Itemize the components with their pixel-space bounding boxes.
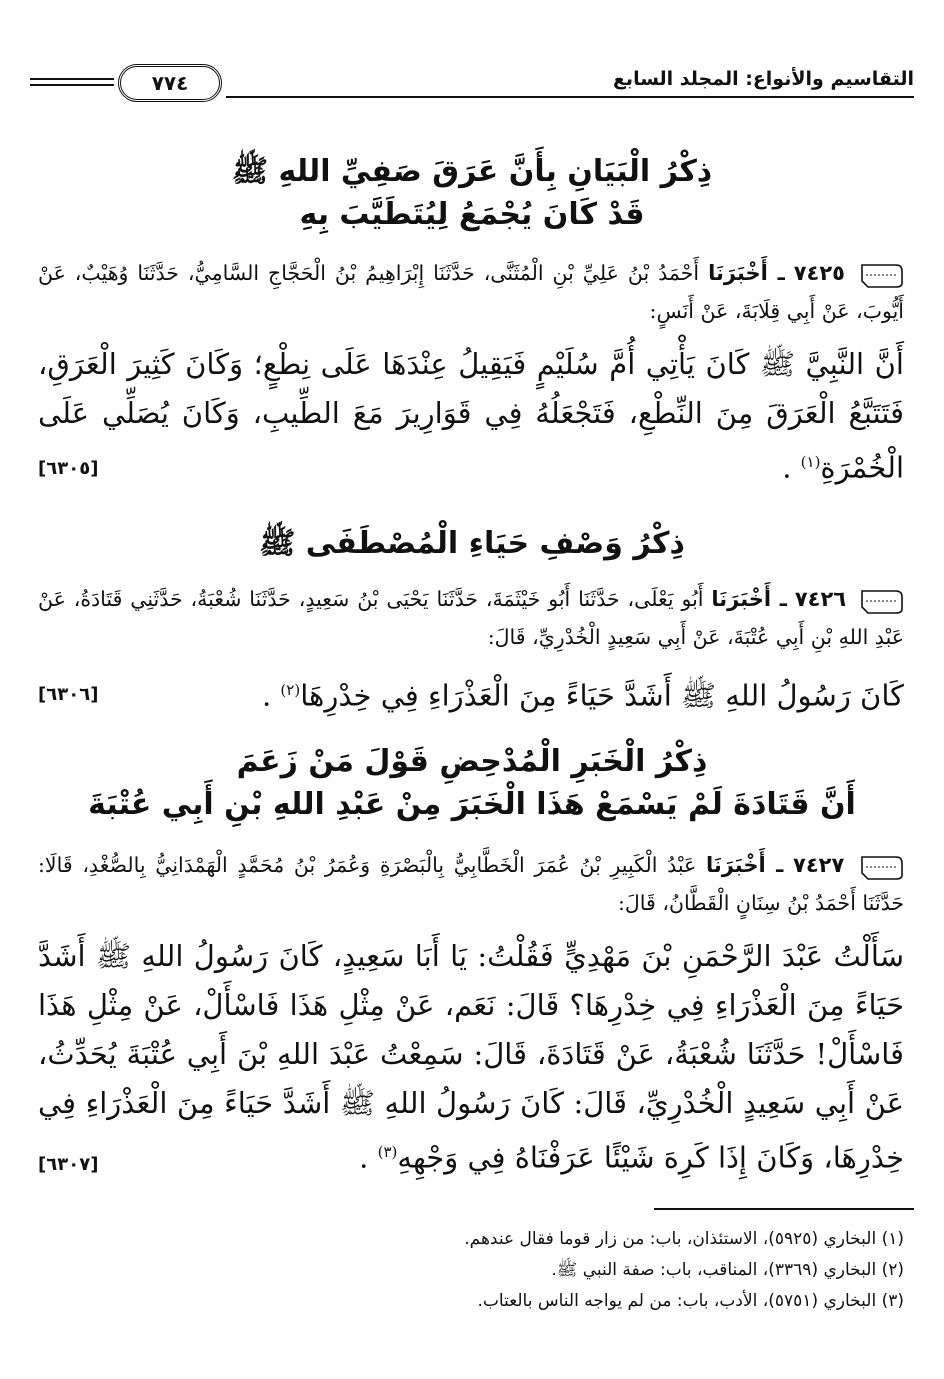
heading-line: قَدْ كَانَ يُجْمَعُ لِيُتَطَيَّبَ بِهِ [299, 197, 645, 232]
akhbarana-label: أَخْبَرَنَا [705, 853, 766, 877]
hadith-matn: أَنَّ النَّبِيَّ ﷺ كَانَ يَأْتِي أُمَّ سُلَيْمٍ فَيَقِيلُ عِنْدَهَا عَلَى نِطْعٍ؛ وَكَانَ كَثِيرَ الْعَرَقِ، فَتَتَبَّعُ الْعَرَقَ مِنَ النِّطْعِ، فَتَجْعَلُهُ فِي قَوَارِيرَ مَعَ الطِّيبِ، وَكَانَ يُصَلِّي عَلَى الْخُمْرَةِ$^{(١)}$ . [38, 347, 904, 485]
footnote-marker[interactable]: (١) [800, 453, 821, 471]
hadith-isnad: ٧٤٢٦ ـ أَخْبَرَنَا أَبُو يَعْلَى، حَدَّثَنَا أَبُو خَيْثَمَةَ، حَدَّثَنَا يَحْيَى بْنُ سَعِيدٍ، حَدَّثَنَا شُعْبَةُ، حَدَّثَنِي قَتَادَةُ، عَنْ عَبْدِ اللهِ بْنِ أَبِي عُتْبَةَ، عَنْ أَبِي سَعِيدٍ الْخُدْرِيِّ، قَالَ: [38, 587, 904, 649]
hadith-number: ٧٤٢٥ [793, 261, 846, 285]
page-number: ٧٧٤ [118, 64, 222, 102]
matn-text: أَنَّ النَّبِيَّ ﷺ كَانَ يَأْتِي أُمَّ سُلَيْمٍ فَيَقِيلُ عِنْدَهَا عَلَى نِطْعٍ؛ وَكَانَ كَثِيرَ الْعَرَقِ، فَتَتَبَّعُ الْعَرَقَ مِنَ النِّطْعِ، فَتَجْعَلُهُ فِي قَوَارِيرَ مَعَ الطِّيبِ، وَكَانَ يُصَلِّي عَلَى الْخُمْرَةِ [38, 347, 904, 485]
hadith-entry [38, 254, 904, 493]
heading-line: أَنَّ قَتَادَةَ لَمْ يَسْمَعْ هَذَا الْخَبَرَ مِنْ عَبْدِ اللهِ بْنِ أَبِي عُتْبَةَ [88, 787, 856, 822]
section-heading [30, 150, 914, 236]
hadith-matn: سَأَلْتُ عَبْدَ الرَّحْمَنِ بْنَ مَهْدِيٍّ فَقُلْتُ: يَا أَبَا سَعِيدٍ، كَانَ رَسُولُ اللهِ ﷺ أَشَدَّ حَيَاءً مِنَ الْعَذْرَاءِ فِي خِدْرِهَا؟ قَالَ: نَعَم، عَنْ مِثْلِ هَذَا فَاسْأَلْ، عَنْ مِثْلِ هَذَا فَاسْأَلْ! حَدَّثَنَا شُعْبَةُ، عَنْ قَتَادَةَ، قَالَ: سَمِعْتُ عَبْدَ اللهِ بْنَ أَبِي عُتْبَةَ يُحَدِّثُ، عَنْ أَبِي سَعِيدٍ الْخُدْرِيِّ، قَالَ: كَانَ رَسُولُ اللهِ ﷺ أَشَدَّ حَيَاءً مِنَ الْعَذْرَاءِ فِي خِدْرِهَا، وَكَانَ إِذَا كَرِهَ شَيْئًا عَرَفْنَاهُ فِي وَجْهِهِ$^{(٣)}$ . [38, 939, 904, 1175]
footnotes [38, 1224, 904, 1317]
index-tab-icon[interactable] [860, 853, 904, 881]
akhbarana-label: أَخْبَرَنَا [711, 587, 772, 611]
footnote-item: (٢) البخاري (٣٣٦٩)، المناقب، باب: صفة النبي ﷺ. [551, 1260, 904, 1280]
heading-line: ذِكْرُ الْخَبَرِ الْمُدْحِضِ قَوْلَ مَنْ زَعَمَ [236, 744, 708, 779]
section-heading [30, 522, 914, 565]
heading-line: ذِكْرُ وَصْفِ حَيَاءِ الْمُصْطَفَى ﷺ [259, 526, 685, 561]
header-rule [30, 78, 114, 80]
isnad-text: عَبْدُ الْكَبِيرِ بْنُ عُمَرَ الْخَطَّابِيُّ بِالْبَصْرَةِ وَعُمَرُ بْنُ مُحَمَّدٍ الْهَمْدَانِيُّ بِالصُّغْدِ، قَالَا: حَدَّثَنَا أَحْمَدُ بْنُ سِنَانٍ الْقَطَّانُ، قَالَ: [38, 853, 904, 915]
hadith-isnad: ٧٤٢٥ ـ أَخْبَرَنَا أَحْمَدُ بْنُ عَلِيِّ بْنِ الْمُثَنَّى، حَدَّثَنَا إِبْرَاهِيمُ بْنُ الْحَجَّاجِ السَّامِيُّ، حَدَّثَنَا وُهَيْبٌ، عَنْ أَيُّوبَ، عَنْ أَبِي قِلَابَةَ، عَنْ أَنَسٍ: [38, 261, 904, 323]
cross-reference: [٦٣٠٧] [38, 1154, 99, 1175]
index-tab-icon[interactable] [860, 261, 904, 289]
header-rule [30, 84, 114, 86]
hadith-number: ٧٤٢٦ [794, 587, 847, 611]
isnad-text: أَحْمَدُ بْنُ عَلِيِّ بْنِ الْمُثَنَّى، حَدَّثَنَا إِبْرَاهِيمُ بْنُ الْحَجَّاجِ السَّامِيُّ، حَدَّثَنَا وُهَيْبٌ، عَنْ أَيُّوبَ، عَنْ أَبِي قِلَابَةَ، عَنْ أَنَسٍ: [38, 261, 904, 323]
cross-reference: [٦٣٠٦] [38, 684, 99, 705]
heading-line: ذِكْرُ الْبَيَانِ بِأَنَّ عَرَقَ صَفِيِّ اللهِ ﷺ [231, 154, 713, 189]
hadith-isnad: ٧٤٢٧ ـ أَخْبَرَنَا عَبْدُ الْكَبِيرِ بْنُ عُمَرَ الْخَطَّابِيُّ بِالْبَصْرَةِ وَعُمَرُ بْنُ مُحَمَّدٍ الْهَمْدَانِيُّ بِالصُّغْدِ، قَالَا: حَدَّثَنَا أَحْمَدُ بْنُ سِنَانٍ الْقَطَّانُ، قَالَ: [38, 853, 904, 915]
isnad-text: أَبُو يَعْلَى، حَدَّثَنَا أَبُو خَيْثَمَةَ، حَدَّثَنَا يَحْيَى بْنُ سَعِيدٍ، حَدَّثَنَا شُعْبَةُ، حَدَّثَنِي قَتَادَةُ، عَنْ عَبْدِ اللهِ بْنِ أَبِي عُتْبَةَ، عَنْ أَبِي سَعِيدٍ الْخُدْرِيِّ، قَالَ: [38, 587, 904, 649]
hadith-entry [38, 580, 904, 721]
cross-reference: [٦٣٠٥] [38, 458, 99, 479]
hadith-number: ٧٤٢٧ [793, 853, 845, 877]
akhbarana-label: أَخْبَرَنَا [708, 261, 768, 285]
hadith-matn: كَانَ رَسُولُ اللهِ ﷺ أَشَدَّ حَيَاءً مِنَ الْعَذْرَاءِ فِي خِدْرِهَا$^{(٢)}$ . [261, 678, 904, 713]
running-header [30, 62, 914, 132]
index-tab-icon[interactable] [860, 587, 904, 615]
footnote-item: (٣) البخاري (٥٧٥١)، الأدب، باب: من لم يواجه الناس بالعتاب. [477, 1291, 904, 1311]
header-title: التقاسيم والأنواع: المجلد السابع [612, 68, 914, 90]
matn-text: كَانَ رَسُولُ اللهِ ﷺ أَشَدَّ حَيَاءً مِنَ الْعَذْرَاءِ فِي خِدْرِهَا [300, 678, 904, 713]
hadith-entry [38, 846, 904, 1183]
matn-text: سَأَلْتُ عَبْدَ الرَّحْمَنِ بْنَ مَهْدِيٍّ فَقُلْتُ: يَا أَبَا سَعِيدٍ، كَانَ رَسُولُ اللهِ ﷺ أَشَدَّ حَيَاءً مِنَ الْعَذْرَاءِ فِي خِدْرِهَا؟ قَالَ: نَعَم، عَنْ مِثْلِ هَذَا فَاسْأَلْ، عَنْ مِثْلِ هَذَا فَاسْأَلْ! حَدَّثَنَا شُعْبَةُ، عَنْ قَتَادَةَ، قَالَ: سَمِعْتُ عَبْدَ اللهِ بْنَ أَبِي عُتْبَةَ يُحَدِّثُ، عَنْ أَبِي سَعِيدٍ الْخُدْرِيِّ، قَالَ: كَانَ رَسُولُ اللهِ ﷺ أَشَدَّ حَيَاءً مِنَ الْعَذْرَاءِ فِي خِدْرِهَا، وَكَانَ إِذَا كَرِهَ شَيْئًا عَرَفْنَاهُ فِي وَجْهِهِ [38, 939, 904, 1175]
header-rule [226, 96, 914, 98]
footnote-marker[interactable]: (٣) [377, 1143, 398, 1161]
footnote-marker[interactable]: (٢) [280, 681, 301, 699]
section-heading [30, 740, 914, 826]
footnote-item: (١) البخاري (٥٩٢٥)، الاستئذان، باب: من زار قوما فقال عندهم. [464, 1229, 904, 1249]
footnote-separator [654, 1208, 914, 1210]
